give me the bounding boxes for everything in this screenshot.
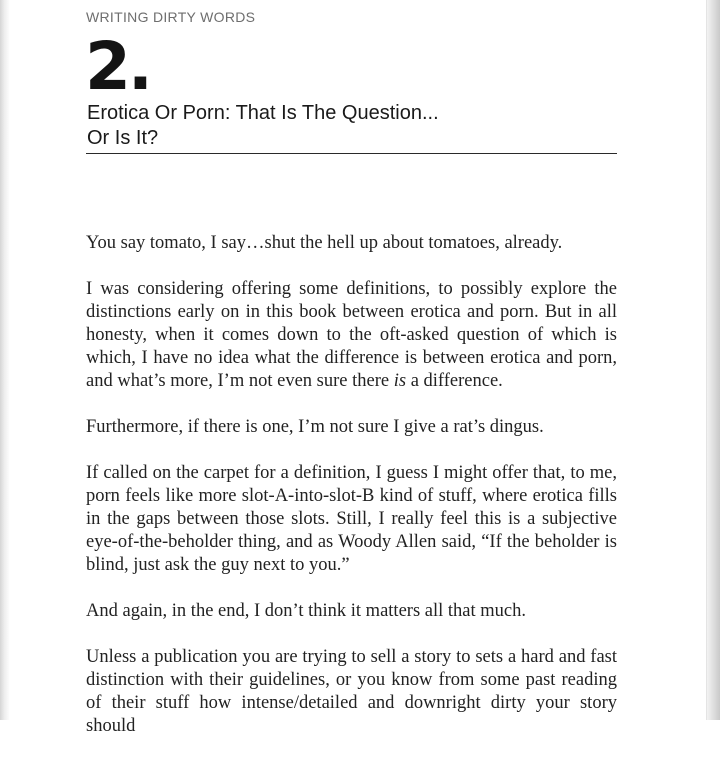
- title-rule: [86, 153, 617, 154]
- paragraph-text: a difference.: [406, 371, 503, 391]
- paragraph-text: I was considering offering some definitions, to possibly explore the distinctions early on in this book between erotica and porn. But in all honesty, when it comes down to the oft-asked question of which is which, I have no idea what the difference is between erotica and porn, and what’s more, I’m not even sure there: [86, 279, 617, 391]
- paragraph: And again, in the end, I don’t think it matters all that much.: [86, 601, 526, 621]
- paragraph: If called on the carpet for a definition, I guess I might offer that, to me, porn feels like more slot-A-into-slot-B kind of stuff, where erotica fills in the gaps between those slots. Still, I really feel this is a subjective eye-of-the-beholder thing, and as Woody Allen said, “If the beholder is blind, just ask the guy next to you.”: [86, 463, 617, 575]
- chapter-title-line-1: Erotica Or Porn: That Is The Question...: [87, 102, 439, 124]
- chapter-title: [87, 101, 617, 151]
- paragraph: You say tomato, I say…shut the hell up about tomatoes, already.: [86, 233, 563, 253]
- page-gutter-shadow: [0, 0, 10, 720]
- page-edge: [706, 0, 720, 720]
- chapter-title-line-2: Or Is It?: [87, 127, 159, 149]
- body-text: [86, 232, 617, 761]
- emphasis-text: is: [393, 371, 407, 391]
- running-head: WRITING DIRTY WORDS: [86, 9, 256, 25]
- chapter-number: 2.: [85, 28, 150, 105]
- paragraph: Unless a publication you are trying to sell a story to sets a hard and fast distinction with their guidelines, or you know from some past reading of their stuff how intense/detailed and downright dirty your story should: [86, 647, 617, 736]
- paragraph: Furthermore, if there is one, I’m not sure I give a rat’s dingus.: [86, 417, 544, 437]
- paragraph: [86, 278, 617, 393]
